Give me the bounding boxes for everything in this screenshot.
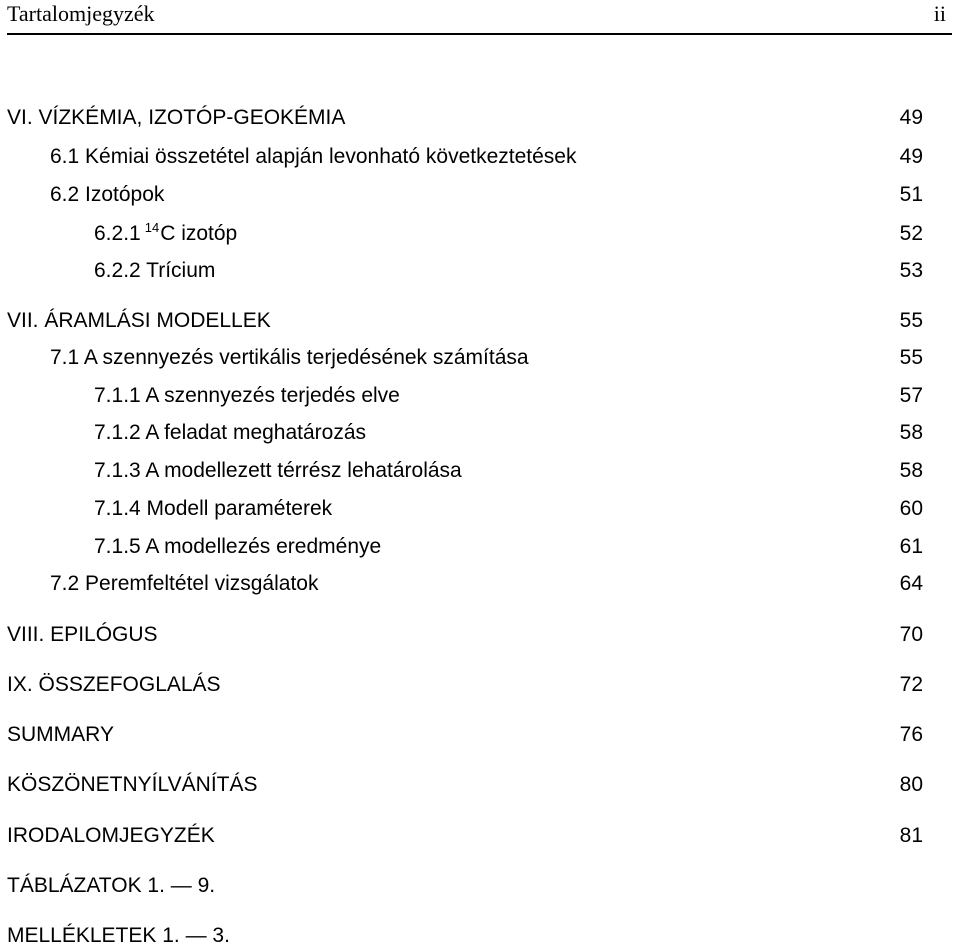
toc-entry-7-1-2[interactable] bbox=[0, 418, 960, 448]
toc-entry-label: VII. ÁRAMLÁSI MODELLEK bbox=[7, 309, 271, 332]
toc-entry-label: MELLÉKLETEK 1. — 3. bbox=[7, 924, 230, 947]
toc-entry-7-1-4[interactable] bbox=[0, 494, 960, 524]
toc-entry-7-1-3[interactable] bbox=[0, 456, 960, 486]
toc-entry-label: 7.1.3 A modellezett térrész lehatárolása bbox=[94, 459, 462, 482]
toc-entry-page: 49 bbox=[899, 145, 923, 168]
header-title: Tartalomjegyzék bbox=[7, 1, 155, 26]
toc-entry-page: 64 bbox=[899, 572, 923, 595]
toc-entry-label: 7.1.5 A modellezés eredménye bbox=[94, 535, 382, 558]
toc-entry-page: 51 bbox=[899, 183, 923, 206]
toc-entry-label: IRODALOMJEGYZÉK bbox=[7, 824, 215, 847]
toc-entry-7-2[interactable] bbox=[0, 569, 960, 599]
toc-entry-page: 61 bbox=[899, 535, 923, 558]
toc-entry-6-1[interactable] bbox=[0, 142, 960, 172]
toc-entry-label: 7.1.1 A szennyezés terjedés elve bbox=[94, 384, 400, 407]
toc-entry-label: 7.2 Peremfeltétel vizsgálatok bbox=[50, 572, 319, 595]
toc-entry-page: 55 bbox=[899, 346, 923, 369]
toc-entry-page: 53 bbox=[899, 259, 923, 282]
toc-entry-label: TÁBLÁZATOK 1. — 9. bbox=[7, 874, 216, 897]
toc-entry-label: 7.1 A szennyezés vertikális terjedésének számítása bbox=[50, 346, 529, 369]
toc-entry-bibliography[interactable] bbox=[0, 821, 960, 851]
header-page-number: ii bbox=[933, 1, 946, 26]
toc-entry-page: 49 bbox=[899, 106, 923, 129]
toc-entry-7-1[interactable] bbox=[0, 343, 960, 373]
toc-entry-page: 81 bbox=[899, 824, 923, 847]
toc-entry-chapter-8[interactable] bbox=[0, 620, 960, 650]
toc-entry-7-1-1[interactable] bbox=[0, 381, 960, 411]
toc-entry-label: SUMMARY bbox=[7, 723, 114, 746]
toc-entry-6-2[interactable] bbox=[0, 180, 960, 210]
toc-entry-page: 80 bbox=[899, 773, 923, 796]
toc-entry-page: 60 bbox=[899, 497, 923, 520]
toc-entry-tables[interactable] bbox=[0, 871, 960, 901]
toc-entry-6-2-1[interactable] bbox=[0, 219, 960, 249]
isotope-superscript: 14 bbox=[144, 220, 160, 235]
toc-entry-chapter-9[interactable] bbox=[0, 670, 960, 700]
toc-entry-summary[interactable] bbox=[0, 720, 960, 750]
toc-entry-7-1-5[interactable] bbox=[0, 532, 960, 562]
toc-entry-page: 52 bbox=[899, 222, 923, 245]
toc-entry-page: 76 bbox=[899, 723, 923, 746]
toc-entry-page: 70 bbox=[899, 623, 923, 646]
toc-entry-label: 6.2.2 Trícium bbox=[94, 259, 216, 282]
toc-entry-chapter-6[interactable] bbox=[0, 103, 960, 133]
toc-entry-label: VIII. EPILÓGUS bbox=[7, 623, 158, 646]
toc-entry-label: 7.1.4 Modell paraméterek bbox=[94, 497, 333, 520]
toc-entry-page: 72 bbox=[899, 673, 923, 696]
toc-entry-label: KÖSZÖNETNYÍLVÁNÍTÁS bbox=[7, 773, 258, 796]
toc-entry-label: IX. ÖSSZEFOGLALÁS bbox=[7, 673, 221, 696]
toc-entry-6-2-2[interactable] bbox=[0, 256, 960, 286]
page-header bbox=[7, 0, 952, 35]
toc-entry-label: 7.1.2 A feladat meghatározás bbox=[94, 421, 367, 444]
toc-entry-appendices[interactable] bbox=[0, 921, 960, 951]
toc-entry-label: VI. VÍZKÉMIA, IZOTÓP-GEOKÉMIA bbox=[7, 106, 346, 129]
toc-entry-label: 6.2 Izotópok bbox=[50, 183, 165, 206]
toc-entry-chapter-7[interactable] bbox=[0, 306, 960, 336]
toc-entry-page: 58 bbox=[899, 421, 923, 444]
toc-entry-page: 57 bbox=[899, 384, 923, 407]
toc-entry-label bbox=[94, 219, 237, 249]
toc-entry-page: 55 bbox=[899, 309, 923, 332]
toc-entry-title: C izotóp bbox=[160, 222, 238, 245]
toc-entry-number: 6.2.1 bbox=[94, 222, 141, 245]
toc-entry-page: 58 bbox=[899, 459, 923, 482]
toc-entry-label: 6.1 Kémiai összetétel alapján levonható következtetések bbox=[50, 145, 577, 168]
toc-entry-acknowledgements[interactable] bbox=[0, 770, 960, 800]
